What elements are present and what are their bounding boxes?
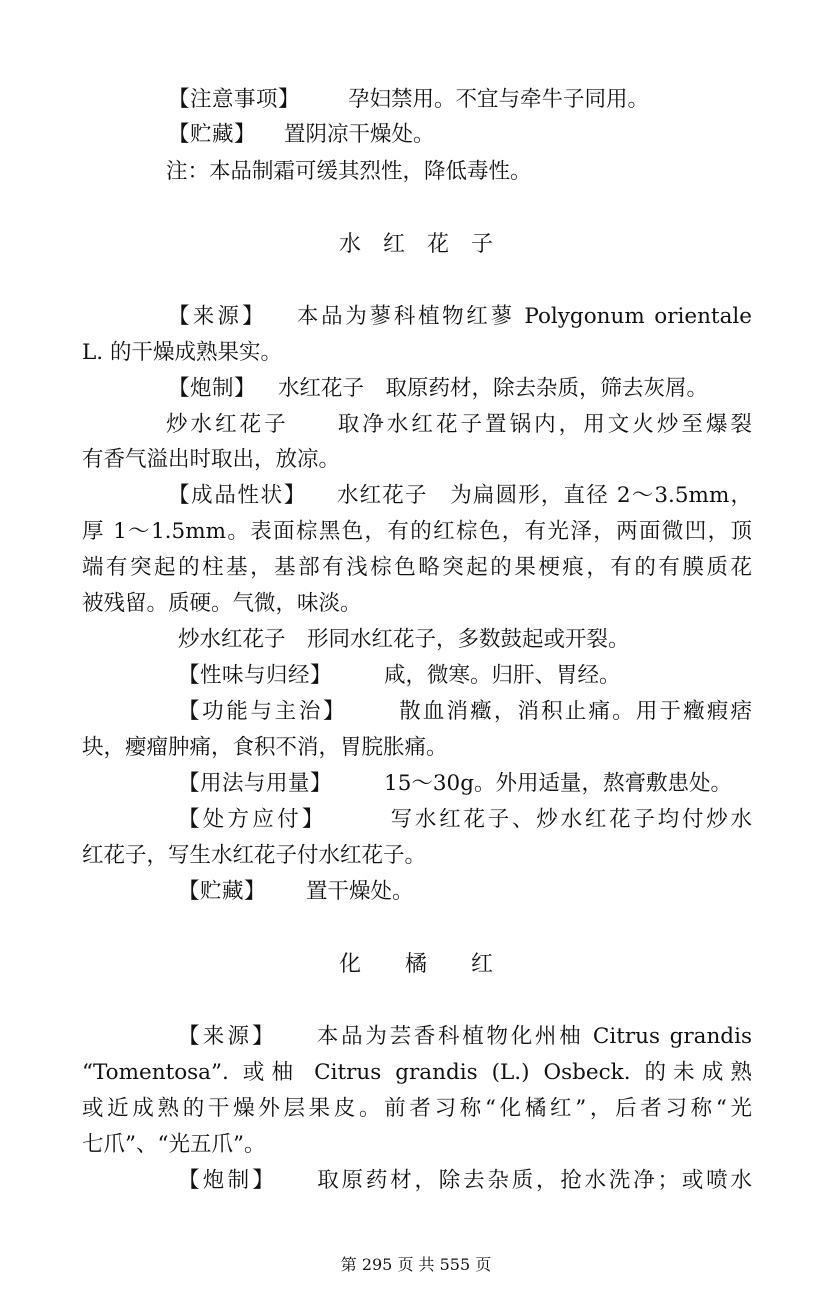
s1-proc2-line-1 (82, 411, 752, 439)
s1-rx-line-2 (82, 842, 752, 870)
s2-source-line-3 (82, 1095, 752, 1123)
s1-char-line-4 (82, 590, 752, 618)
s1-char-line-1 (82, 482, 752, 510)
s1-usage-tag: 【用法与用量】 (178, 771, 333, 796)
s2-proc-l1: 取原药材，除去杂质，抢水洗净；或喷水 (317, 1168, 752, 1193)
s2-source-l4: 七爪”、“光五爪”。 (82, 1132, 266, 1157)
s1-storage-tag: 【贮藏】 (178, 879, 267, 904)
s2-source-line-4 (82, 1131, 752, 1159)
s1-proc2-l1: 炒水红花子 取净水红花子置锅内，用文火炒至爆裂 (166, 412, 752, 437)
s2-source-tag: 【来源】 (178, 1024, 277, 1049)
prev-note-line (82, 158, 752, 186)
s1-func-l1: 散血消癥，消积止痛。用于癥瘕痞 (399, 699, 752, 724)
s1-source-l1: 本品为蓼科植物红蓼 Polygonum orientale (296, 304, 752, 329)
s1-char-tag: 【成品性状】 (168, 483, 307, 508)
s1-char-l1: 水红花子 为扁圆形，直径 2～3.5mm， (336, 483, 752, 508)
s1-proc-tag: 【炮制】 (168, 376, 257, 401)
s2-proc-tag: 【炮制】 (178, 1168, 278, 1193)
s1-taste-text: 咸，微寒。归肝、胃经。 (384, 663, 621, 688)
s1-func-line-1 (82, 698, 752, 726)
s1-char2-line (82, 626, 752, 654)
s1-source-line-1 (82, 303, 752, 331)
s1-char2-l1: 炒水红花子 形同水红花子，多数鼓起或开裂。 (178, 627, 630, 652)
s1-char-line-2 (82, 518, 752, 546)
s2-source-line-2 (82, 1059, 752, 1087)
prev-storage-line (82, 121, 752, 149)
s1-char-l4: 被残留。质硬。气微，味淡。 (82, 591, 362, 616)
s1-rx-l1: 写水红花子、炒水红花子均付炒水 (390, 807, 752, 832)
s1-source-tag: 【来源】 (168, 304, 267, 329)
s1-usage-line (82, 770, 752, 798)
s1-char-l2: 厚 1～1.5mm。表面棕黑色，有的红棕色，有光泽，两面微凹，顶 (82, 519, 752, 544)
s2-source-l3: 或近成熟的干燥外层果皮。前者习称“化橘红”，后者习称“光 (82, 1096, 752, 1121)
s2-source-l2: “Tomentosa”. 或柚 Citrus grandis (L.) Osbeck. 的未成熟 (82, 1060, 752, 1085)
s1-rx-line-1 (82, 806, 752, 834)
s1-source-line-2 (82, 339, 752, 367)
s2-source-l1: 本品为芸香科植物化州柚 Citrus grandis (316, 1024, 752, 1049)
page-footer: 第 295 页 共 555 页 (340, 1255, 492, 1274)
caution-line (82, 86, 752, 114)
s1-char-line-3 (82, 554, 752, 582)
s1-func-tag: 【功能与主治】 (178, 699, 348, 724)
s1-proc2-line-2 (82, 446, 752, 474)
s1-func-line-2 (82, 734, 752, 762)
s1-usage-text: 15～30g。外用适量，熬膏敷患处。 (384, 771, 732, 796)
s1-taste-line (82, 662, 752, 690)
section-title-shuihonghuazi: 水 红 花 子 (338, 232, 493, 257)
s1-storage-text: 置干燥处。 (306, 879, 414, 904)
caution-text: 孕妇禁用。不宜与牵牛子同用。 (348, 87, 650, 112)
s1-source-l2: L. 的干燥成熟果实。 (82, 340, 282, 365)
s1-taste-tag: 【性味与归经】 (178, 663, 333, 688)
s1-proc-line (82, 375, 752, 403)
s2-source-line-1 (82, 1023, 752, 1051)
prev-note: 注：本品制霜可缓其烈性，降低毒性。 (166, 159, 532, 184)
section-title-huajuhong: 化 橘 红 (338, 952, 493, 977)
prev-storage-text: 置阴凉干燥处。 (284, 122, 435, 147)
s1-proc2-l2: 有香气溢出时取出，放凉。 (82, 447, 341, 472)
caution-tag: 【注意事项】 (168, 87, 301, 112)
s1-storage-line (82, 878, 752, 906)
s1-rx-tag: 【处方应付】 (178, 807, 327, 832)
s1-func-l2: 块，瘿瘤肿痛，食积不消，胃脘胀痛。 (82, 735, 448, 760)
prev-storage-tag: 【贮藏】 (168, 122, 257, 147)
s1-char-l3: 端有突起的柱基，基部有浅棕色略突起的果梗痕，有的有膜质花 (82, 555, 752, 580)
s2-proc-line-1 (82, 1167, 752, 1195)
s1-rx-l2: 红花子，写生水红花子付水红花子。 (82, 843, 427, 868)
s1-proc-l1: 水红花子 取原药材，除去杂质，筛去灰屑。 (278, 376, 709, 401)
